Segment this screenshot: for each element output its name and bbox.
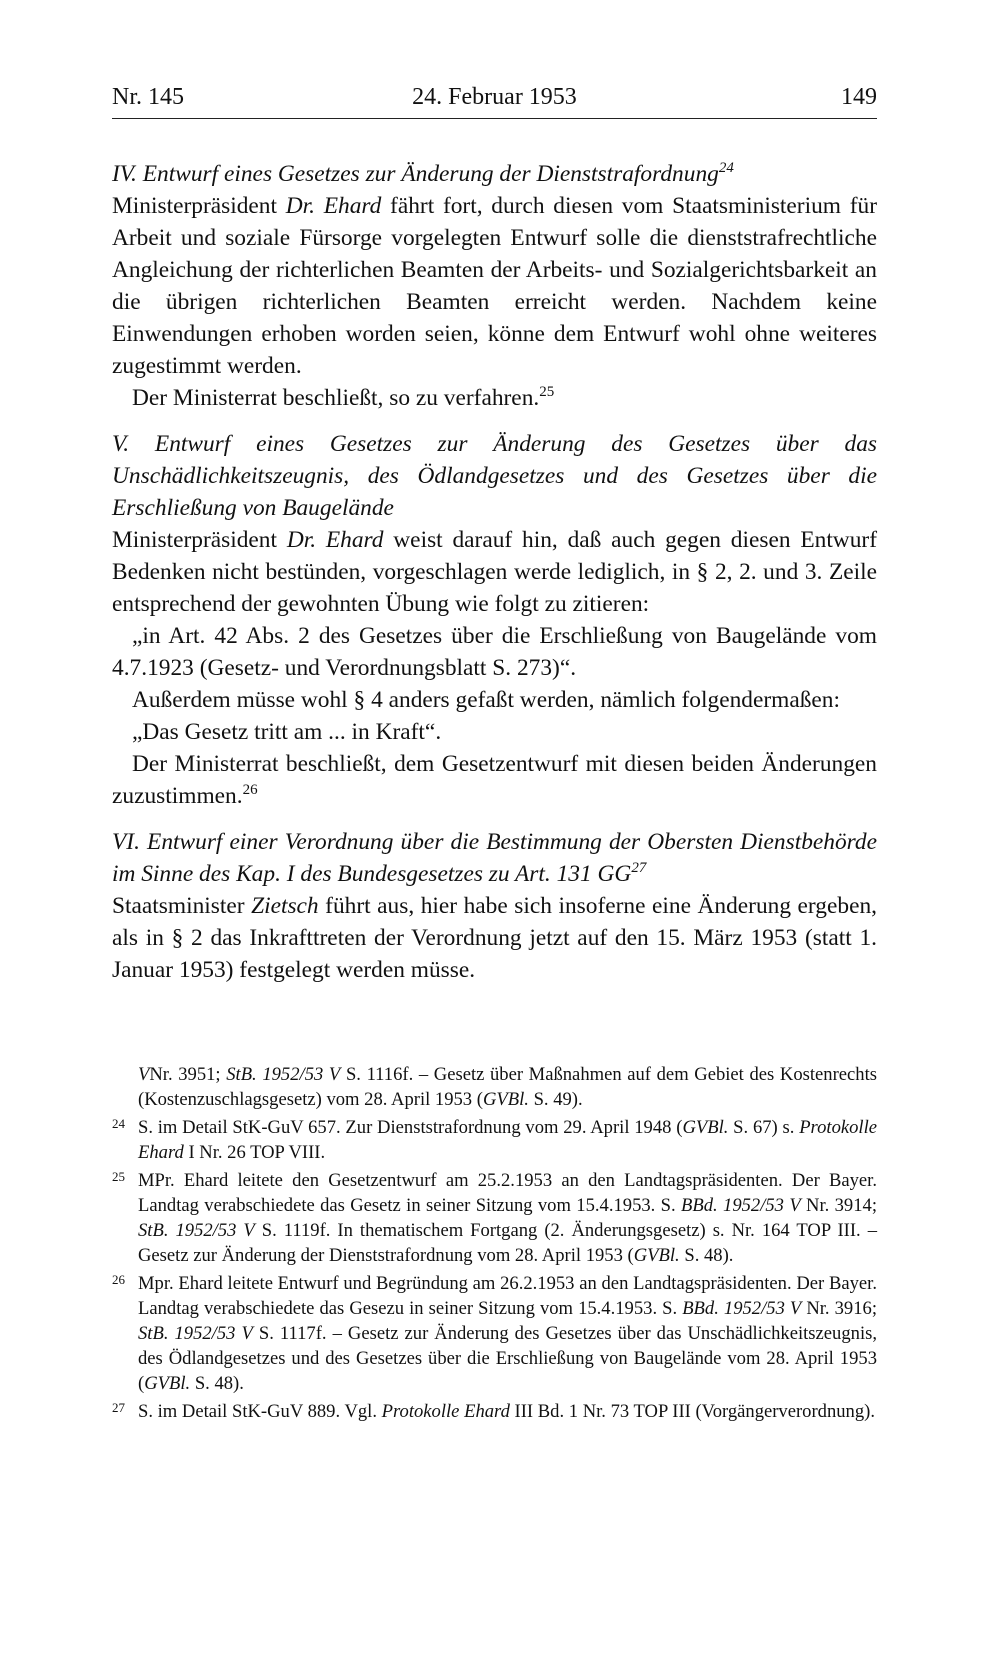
paragraph: Staatsminister Zietsch führt aus, hier habe sich insoferne eine Änderung ergeben, als in § 2 das Inkrafttreten der Verordnung jetzt auf den 15. März 1953 (statt 1. Januar 1953) festgelegt werden müsse. bbox=[112, 893, 877, 983]
footnote-continuation: VNr. 3951; StB. 1952/53 V S. 1116f. – Gesetz über Maßnahmen auf dem Gebiet des Kostenrechts (Kostenzuschlagsgesetz) vom 28. April 1953 (GVBl. S. 49). bbox=[138, 1064, 877, 1110]
footnote-ref: 25 bbox=[539, 384, 555, 400]
section-heading-vi: VI. Entwurf einer Verordnung über die Bestimmung der Obersten Dienstbehörde im Sinne des Kap. I des Bundesgesetzes zu Art. 131 GG$^{27}$ bbox=[112, 829, 877, 887]
paragraph: Ministerpräsident Dr. Ehard fährt fort, durch diesen vom Staatsministerium für Arbeit und soziale Fürsorge vorgelegten Entwurf solle die dienststrafrechtliche Angleichung der richterlichen Beamten der Arbeits- und Sozialgerichtsbarkeit an die übrigen richterlichen Beamten erreicht werden. Nachdem keine Einwendungen erhoben worden seien, könne dem Entwurf wohl ohne weiteres zugestimmt werden. bbox=[112, 193, 877, 379]
footnote-number: 26 bbox=[112, 1272, 125, 1287]
footnote-ref: 26 bbox=[242, 782, 258, 798]
header-date: 24. Februar 1953 bbox=[412, 84, 577, 110]
person-name: Zietsch bbox=[251, 893, 319, 919]
resolution: Der Ministerrat beschließt, so zu verfahren.$^{25}$ bbox=[132, 384, 555, 411]
footnote-27: 27 S. im Detail StK-GuV 889. Vgl. Protokolle Ehard III Bd. 1 Nr. 73 TOP III (Vorgängerverordnung). bbox=[112, 1400, 875, 1422]
footnote-number: 25 bbox=[112, 1169, 125, 1184]
main-text bbox=[112, 158, 877, 986]
footnote-24: 24 S. im Detail StK-GuV 657. Zur Dienststrafordnung vom 29. April 1948 (GVBl. S. 67) s. Protokolle Ehard I Nr. 26 TOP VIII. bbox=[112, 1116, 878, 1163]
page-header bbox=[112, 84, 877, 119]
quotation: „in Art. 42 Abs. 2 des Gesetzes über die Erschließung von Baugelände vom 4.7.1923 (Gesetz- und Verordnungsblatt S. 273)“. bbox=[112, 623, 877, 681]
person-name: Dr. Ehard bbox=[285, 193, 382, 219]
footnote-ref: 27 bbox=[631, 860, 647, 876]
section-heading-iv: IV. Entwurf eines Gesetzes zur Änderung der Dienststrafordnung$^{24}$ bbox=[112, 160, 734, 187]
footnote-number: 27 bbox=[112, 1400, 125, 1415]
footnote-26: 26 Mpr. Ehard leitete Entwurf und Begründung am 26.2.1953 an den Landtagspräsidenten. Der Bayer. Landtag verabschiedete das Gesezu in seiner Sitzung vom 15.4.1953. S. BBd. 1952/53 V Nr. 3916; StB. 1952/53 V S. 1117f. – Gesetz zur Änderung des Gesetzes über das Unschädlichkeitszeugnis, des Ödlandgesetzes und des Gesetzes über die Erschließung von Baugelände vom 28. April 1953 (GVBl. S. 48). bbox=[112, 1272, 877, 1394]
footnotes bbox=[112, 1062, 877, 1424]
footnote-number: 24 bbox=[112, 1116, 125, 1131]
quotation: „Das Gesetz tritt am ... in Kraft“. bbox=[132, 719, 442, 745]
page-number: 149 bbox=[841, 84, 877, 110]
resolution: Der Ministerrat beschließt, dem Gesetzentwurf mit diesen beiden Änderungen zuzustimmen.$^{26}$ bbox=[112, 751, 877, 809]
person-name: Dr. Ehard bbox=[286, 527, 384, 553]
protocol-number: Nr. 145 bbox=[112, 84, 184, 110]
paragraph: Außerdem müsse wohl § 4 anders gefaßt werden, nämlich folgendermaßen: bbox=[132, 687, 840, 713]
section-heading-v: V. Entwurf eines Gesetzes zur Änderung des Gesetzes über das Unschädlichkeitszeugnis, des Ödlandgesetzes und des Gesetzes über die Erschließung von Baugelände bbox=[112, 431, 877, 521]
footnote-25: 25 MPr. Ehard leitete den Gesetzentwurf am 25.2.1953 an den Landtagspräsidenten. Der Bayer. Landtag verabschiedete das Gesetz in seiner Sitzung vom 15.4.1953. S. BBd. 1952/53 V Nr. 3914; StB. 1952/53 V S. 1119f. In thematischem Fortgang (2. Änderungsgesetz) s. Nr. 164 TOP III. – Gesetz zur Änderung der Dienststrafordnung vom 28. April 1953 (GVBl. S. 48). bbox=[112, 1169, 877, 1266]
footnote-ref: 24 bbox=[718, 160, 734, 176]
paragraph: Ministerpräsident Dr. Ehard weist darauf hin, daß auch gegen diesen Entwurf Bedenken nicht bestünden, vorgeschlagen werde lediglich, in § 2, 2. und 3. Zeile entsprechend der gewohnten Übung wie folgt zu zitieren: bbox=[112, 527, 877, 617]
